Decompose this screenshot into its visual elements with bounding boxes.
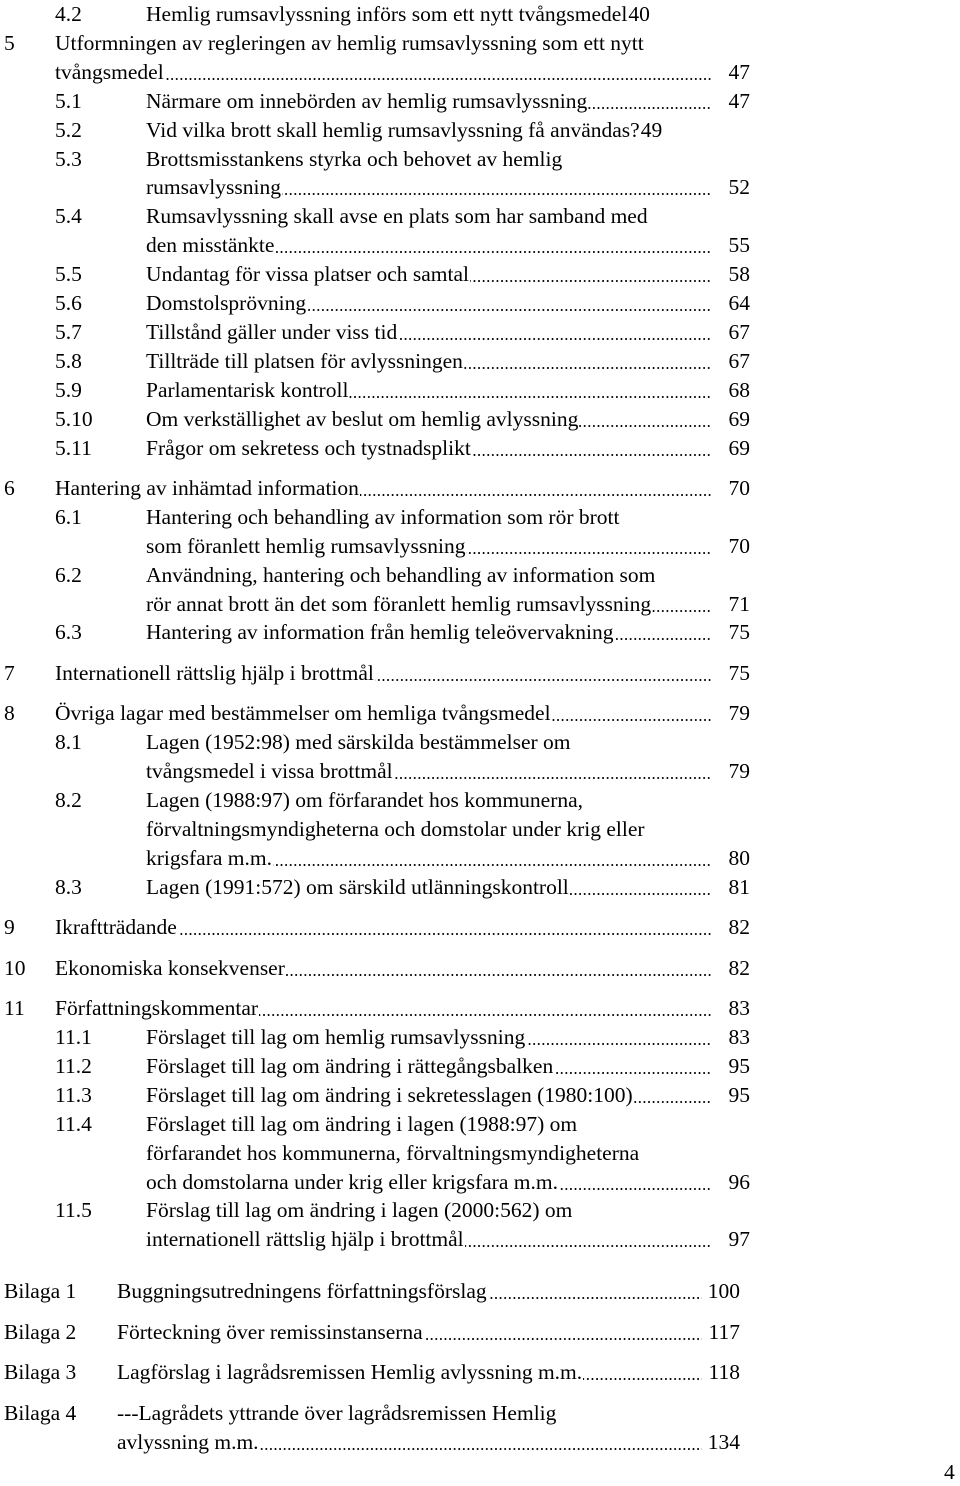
toc-entry-title-text: Buggningsutredningens författningsförslag [117, 1279, 487, 1304]
toc-entry-title-text: Lagförslag i lagrådsremissen Hemlig avlyssning m.m. [117, 1360, 583, 1385]
toc-page-number: 80 [728, 845, 750, 870]
toc-entry-title-text: förvaltningsmyndigheterna och domstolar under krig eller [146, 816, 645, 841]
toc-entry-title-text: tvångsmedel [55, 59, 164, 84]
toc-entry-title-text: Övriga lagar med bestämmelser om hemliga tvångsmedel [55, 701, 551, 726]
page-number: 4 [944, 1460, 955, 1484]
toc-entry-title[interactable] [146, 434, 712, 462]
toc-page-number: 75 [728, 620, 750, 645]
toc-entry-number: 5.5 [55, 262, 82, 287]
toc-entry-title[interactable] [146, 873, 712, 901]
toc-entry-title-text: Parlamentarisk kontroll [146, 377, 349, 402]
toc-entry-title-text: internationell rättslig hjälp i brottmål [146, 1227, 464, 1252]
toc-entry-title-text: Förslag till lag om ändring i lagen (2000:562) om [146, 1198, 573, 1223]
toc-page-number: 70 [728, 533, 750, 558]
toc-page-number: 82 [728, 955, 750, 980]
toc-page-number: 95 [728, 1082, 750, 1107]
toc-page-number: 69 [728, 435, 750, 460]
toc-entry-title-text: förfarandet hos kommunerna, förvaltningsmyndigheterna [146, 1140, 640, 1165]
toc-entry-title-text: som föranlett hemlig rumsavlyssning [146, 533, 466, 558]
toc-page-number: 47 [728, 59, 750, 84]
toc-entry-title-text: Tillträde till platsen för avlyssningen [146, 348, 463, 373]
toc-entry-title-text: och domstolarna under krig eller krigsfara m.m. [146, 1169, 558, 1194]
toc-page-number: 118 [708, 1360, 740, 1385]
toc-page-number: 95 [728, 1053, 750, 1078]
toc-page-number: 55 [728, 233, 750, 258]
toc-entry-title-text: Frågor om sekretess och tystnadsplikt [146, 435, 471, 460]
toc-entry-title-text: den misstänkte [146, 233, 275, 258]
toc-page-number: 97 [728, 1227, 750, 1252]
toc-page-number: 75 [728, 660, 750, 685]
toc-entry-number: 5.3 [55, 146, 82, 171]
toc-entry-number: 5.6 [55, 291, 82, 315]
toc-entry-title-text: avlyssning m.m. [117, 1429, 259, 1454]
toc-entry-title-text: ---Lagrådets yttrande över lagrådsremissen Hemlig [117, 1400, 557, 1425]
toc-entry-title[interactable] [146, 289, 712, 317]
toc-page-number: 49 [640, 117, 663, 142]
toc-entry-title[interactable] [117, 1318, 702, 1346]
toc-entry-number: 11.5 [55, 1198, 92, 1223]
toc-entry-title-text: Internationell rättslig hjälp i brottmål [55, 660, 374, 685]
toc-entry-number: 8 [4, 701, 15, 726]
toc-entry-title-text: Rumsavlyssning skall avse en plats som har samband med [146, 204, 648, 229]
toc-entry-number: 4.2 [55, 2, 82, 26]
toc-entry-number: 5 [4, 30, 15, 55]
toc-entry-number: 9 [4, 915, 15, 940]
toc-entry-title-text: Undantag för vissa platser och samtal [146, 262, 470, 287]
toc-entry-title[interactable] [55, 699, 712, 727]
toc-page-number: 79 [728, 759, 750, 784]
toc-page-number: 52 [728, 175, 750, 200]
toc-entry-title[interactable] [146, 757, 712, 785]
toc-page-number: 58 [728, 262, 750, 287]
toc-entry-number: 5.7 [55, 319, 82, 344]
toc-entry-title[interactable] [117, 1428, 702, 1456]
toc-page-number: 82 [728, 915, 750, 940]
toc-entry-number: 6.3 [55, 620, 82, 645]
toc-entry-title-text: Hantering av information från hemlig teleövervakning [146, 620, 614, 645]
toc-entry-title-text: Utformningen av regleringen av hemlig rumsavlyssning som ett nytt [55, 30, 644, 55]
toc-entry-title-text: Lagen (1952:98) med särskilda bestämmelser om [146, 730, 571, 755]
toc-entry-number: Bilaga 3 [4, 1360, 77, 1385]
toc-page-number: 134 [707, 1429, 740, 1454]
toc-page-number: 117 [708, 1319, 740, 1344]
toc-entry-title-text: Författningskommentar [55, 996, 259, 1021]
toc-entry-number: 5.8 [55, 348, 82, 373]
toc-entry-number: 5.10 [55, 406, 93, 431]
toc-entry-title[interactable] [146, 318, 712, 346]
toc-entry-title-text: Domstolsprövning [146, 291, 307, 315]
toc-entry-number: 5.9 [55, 377, 82, 402]
toc-entry-title[interactable] [146, 116, 712, 144]
toc-entry-number: Bilaga 1 [4, 1279, 77, 1304]
toc-entry-title-text: Förslaget till lag om ändring i sekretesslagen (1980:100) [146, 1082, 633, 1107]
toc-entry-number: 11 [4, 996, 25, 1021]
toc-entry-title[interactable] [146, 844, 712, 872]
toc-entry-title[interactable] [55, 58, 712, 86]
toc-page-number: 79 [728, 701, 750, 726]
toc-entry-title[interactable] [146, 618, 712, 646]
toc-entry-number: 6.2 [55, 562, 82, 587]
toc-entry-number: 6.1 [55, 504, 82, 529]
toc-entry-title-text: Hemlig rumsavlyssning införs som ett nytt tvångsmedel [146, 2, 628, 26]
toc-page-number: 40 [628, 2, 650, 26]
toc-entry-title-text: Lagen (1991:572) om särskild utlänningskontroll [146, 874, 569, 899]
toc-entry-title[interactable] [146, 1023, 712, 1051]
toc-entry-number: 8.3 [55, 874, 82, 899]
toc-entry-title-text: Vid vilka brott skall hemlig rumsavlyssning få användas? [146, 117, 640, 142]
toc-page-number: 69 [728, 406, 750, 431]
toc-entry-title[interactable] [146, 260, 712, 288]
toc-entry-title[interactable] [146, 376, 712, 404]
toc-page-number: 83 [728, 996, 750, 1021]
toc-page-number: 70 [728, 475, 750, 500]
toc-entry-title[interactable] [146, 231, 712, 259]
toc-entry-number: Bilaga 2 [4, 1319, 77, 1344]
toc-entry-number: 11.4 [55, 1111, 92, 1136]
toc-entry-number: 5.1 [55, 88, 82, 113]
toc-page-number: 71 [728, 591, 750, 616]
toc-entry-title[interactable] [55, 913, 712, 941]
toc-entry-title[interactable] [146, 1225, 712, 1253]
toc-entry-title-text: Ekonomiska konsekvenser [55, 955, 285, 980]
toc-entry-title-text: rör annat brott än det som föranlett hemlig rumsavlyssning [146, 591, 652, 616]
toc-entry-title[interactable] [146, 347, 712, 375]
toc-entry-title[interactable] [117, 1358, 702, 1386]
toc-entry-title-text: Förslaget till lag om hemlig rumsavlyssning [146, 1025, 526, 1050]
toc-entry-number: 11.2 [55, 1053, 92, 1078]
toc-page-number: 83 [728, 1025, 750, 1050]
toc-entry-title-text: krigsfara m.m. [146, 845, 272, 870]
toc-page-number: 96 [728, 1169, 750, 1194]
toc-entry-title-text: Lagen (1988:97) om förfarandet hos kommunerna, [146, 788, 584, 813]
toc-entry-title[interactable] [55, 659, 712, 687]
toc-entry-title-text: Tillstånd gäller under viss tid [146, 319, 398, 344]
toc-entry-title[interactable] [146, 87, 712, 115]
toc-entry-title-text: Förteckning över remissinstanserna [117, 1319, 423, 1344]
toc-entry-title-text: Ikraftträdande [55, 915, 177, 940]
toc-entry-title[interactable] [146, 532, 712, 560]
toc-entry-title-text: Brottsmisstankens styrka och behovet av hemlig [146, 146, 563, 171]
toc-entry-title-text: Hantering och behandling av information som rör brott [146, 504, 620, 529]
toc-entry-title-text: Förslaget till lag om ändring i rättegångsbalken [146, 1053, 554, 1078]
toc-entry-number: 5.11 [55, 435, 92, 460]
toc-entry-number: 6 [4, 475, 15, 500]
toc-entry-title[interactable] [146, 1168, 712, 1196]
toc-page-number: 64 [728, 291, 750, 315]
toc-page-number: 81 [728, 874, 750, 899]
toc-entry-number: 5.4 [55, 204, 82, 229]
toc-entry-title-text: Förslaget till lag om ändring i lagen (1988:97) om [146, 1111, 578, 1136]
toc-entry-number: 10 [4, 955, 26, 980]
toc-entry-title[interactable] [55, 994, 712, 1022]
toc-entry-number: 8.2 [55, 788, 82, 813]
toc-entry-title-text: tvångsmedel i vissa brottmål [146, 759, 393, 784]
toc-entry-title[interactable] [146, 0, 712, 28]
toc-entry-number: Bilaga 4 [4, 1400, 77, 1425]
toc-entry-title[interactable] [55, 954, 712, 982]
toc-page-number: 67 [728, 319, 750, 344]
toc-page-number: 68 [728, 377, 750, 402]
toc-entry-title[interactable] [146, 405, 712, 433]
toc-entry-title-text: Närmare om innebörden av hemlig rumsavlyssning [146, 88, 588, 113]
toc-entry-title[interactable] [146, 590, 712, 618]
toc-entry-number: 8.1 [55, 730, 82, 755]
toc-entry-title-text: Om verkställighet av beslut om hemlig avlyssning [146, 406, 579, 431]
toc-page-number: 47 [728, 88, 750, 113]
toc-entry-title-text: Hantering av inhämtad information [55, 475, 359, 500]
toc-page-number: 67 [728, 348, 750, 373]
toc-entry-number: 5.2 [55, 117, 82, 142]
toc-entry-title[interactable] [146, 1052, 712, 1080]
toc-entry-number: 7 [4, 660, 15, 685]
toc-entry-number: 11.1 [55, 1025, 92, 1050]
toc-entry-title-text: Användning, hantering och behandling av information som [146, 562, 656, 587]
toc-page-number: 100 [707, 1279, 740, 1304]
toc-entry-number: 11.3 [55, 1082, 92, 1107]
toc-entry-title-text: rumsavlyssning [146, 175, 281, 200]
toc-entry-title[interactable] [146, 173, 712, 201]
toc-entry-title[interactable] [55, 474, 712, 502]
toc-entry-title[interactable] [117, 1277, 702, 1305]
toc-entry-title[interactable] [146, 1081, 712, 1109]
